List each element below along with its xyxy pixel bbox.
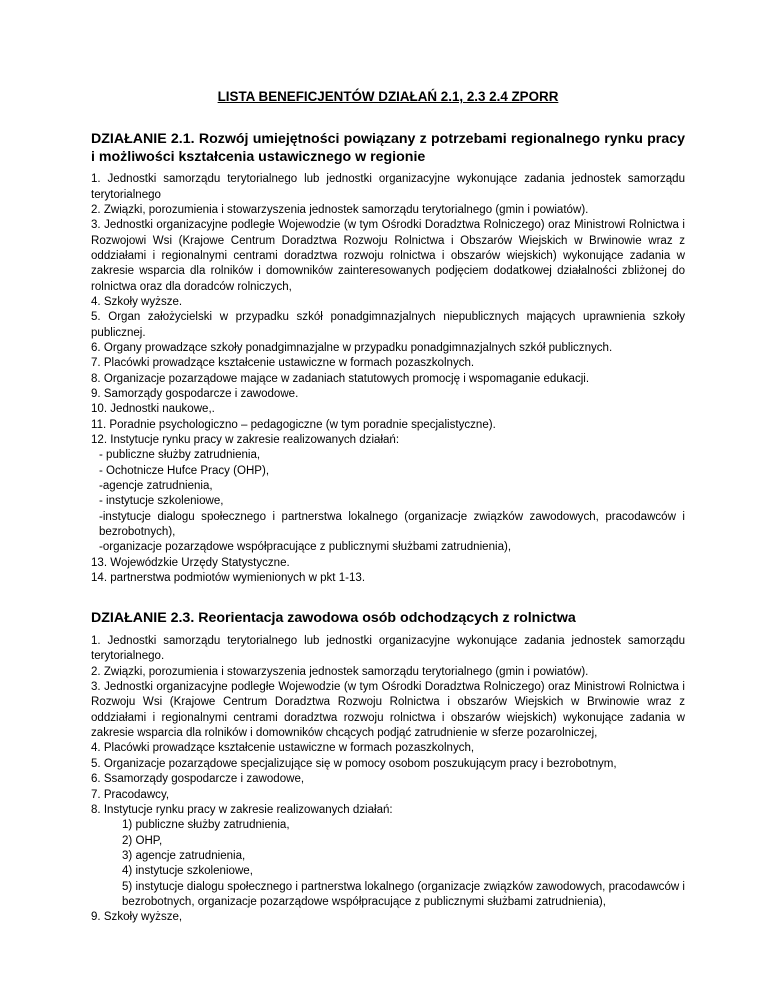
list-item: 13. Wojewódzkie Urzędy Statystyczne. — [91, 556, 290, 569]
list-item: 11. Poradnie psychologiczno – pedagogiczne (w tym poradnie specjalistyczne). — [91, 418, 496, 431]
list-item: 8. Instytucje rynku pracy w zakresie realizowanych działań: — [91, 803, 393, 816]
sub-list-item: 2) OHP, — [122, 834, 163, 847]
sub-list-item: 5) instytucje dialogu społecznego i partnerstwa lokalnego (organizacje związków zawodowych, pracodawców i bezrobotnych, organizacje pozarządowe współpracujące z publicznymi służbami zatrudnienia), — [122, 880, 685, 908]
sub-list-item: 1) publiczne służby zatrudnienia, — [122, 819, 290, 832]
list-item: 5. Organizacje pozarządowe specjalizujące się w pomocy osobom poszukującym pracy i bezrobotnym, — [91, 757, 617, 770]
section-heading: DZIAŁANIE 2.3. Reorientacja zawodowa osób odchodzących z rolnictwa — [91, 610, 576, 627]
sub-list-item: - publiczne służby zatrudnienia, — [99, 449, 261, 462]
list-item: 5. Organ założycielski w przypadku szkół ponadgimnazjalnych niepublicznych mających uprawnienia szkoły publicznej. — [91, 311, 685, 339]
section-action-2-3 — [91, 610, 685, 925]
document-title: LISTA BENEFICJENTÓW DZIAŁAŃ 2.1, 2.3 2.4 ZPORR — [217, 89, 559, 104]
list-item: 8. Organizacje pozarządowe mające w zadaniach statutowych promocję i wspomaganie edukacji. — [91, 372, 590, 385]
sub-list-item: - Ochotnicze Hufce Pracy (OHP), — [99, 464, 270, 477]
list-item: 4. Placówki prowadzące kształcenie ustawiczne w formach pozaszkolnych, — [91, 742, 475, 755]
list-item: 12. Instytucje rynku pracy w zakresie realizowanych działań: — [91, 434, 400, 447]
list-item: 2. Związki, porozumienia i stowarzyszenia jednostek samorządu terytorialnego (gmin i powiatów). — [91, 203, 589, 216]
section-action-2-1 — [91, 131, 685, 586]
list-item: 7. Placówki prowadzące kształcenie ustawiczne w formach pozaszkolnych. — [91, 357, 475, 370]
list-item: 1. Jednostki samorządu terytorialnego lub jednostki organizacyjne wykonujące zadania jednostek samorządu terytorialnego — [91, 173, 685, 201]
list-item: 3. Jednostki organizacyjne podległe Wojewodzie (w tym Ośrodki Doradztwa Rolniczego) oraz Ministrowi Rolnictwa i Rozwoju Wsi (Krajowe Centrum Doradztwa Rozwoju Rolnictwa i obszarów Wiejskich w Brwinowie wraz z oddziałami i regionalnymi centrami doradztwa rozwoju rolnictwa i obszarów wiejskich) wykonujące zadania w zakresie wsparcia dla rolników i domowników chcących podjąć zatrudnienie w sferze pozarolniczej, — [91, 681, 685, 740]
list-item: 9. Szkoły wyższe, — [91, 911, 183, 924]
sub-list-item: -organizacje pozarządowe współpracujące z publicznymi służbami zatrudnienia), — [99, 541, 512, 554]
list-item: 10. Jednostki naukowe,. — [91, 403, 215, 416]
sub-list-item: 4) instytucje szkoleniowe, — [122, 865, 253, 878]
list-item: 14. partnerstwa podmiotów wymienionych w pkt 1-13. — [91, 572, 366, 585]
section-heading: DZIAŁANIE 2.1. Rozwój umiejętności powiązany z potrzebami regionalnego rynku pracy i możliwości kształcenia ustawicznego w regionie — [91, 131, 685, 165]
sub-list-item: -agencje zatrudnienia, — [99, 480, 213, 493]
list-item: 7. Pracodawcy, — [91, 788, 170, 801]
list-item: 4. Szkoły wyższe. — [91, 295, 183, 308]
list-item: 3. Jednostki organizacyjne podległe Wojewodzie (w tym Ośrodki Doradztwa Rolniczego) oraz Ministrowi Rolnictwa i Rozwojowi Wsi (Krajowe Centrum Doradztwa Rozwoju Rolnictwa i Obszarów Wiejskich w Brwinowie wraz z oddziałami i regionalnymi centrami doradztwa rozwoju rolnictwa i obszarów wiejskich) wykonujące zadania w zakresie wsparcia dla rolników i domowników zainteresowanych podjęciem dodatkowej działalności zbliżonej do rolnictwa oraz dla doradców rolniczych, — [91, 219, 685, 293]
list-item: 6. Organy prowadzące szkoły ponadgimnazjalne w przypadku ponadgimnazjalnych szkół publicznych. — [91, 341, 613, 354]
list-item: 1. Jednostki samorządu terytorialnego lub jednostki organizacyjne wykonujące zadania jednostek samorządu terytorialnego. — [91, 635, 685, 663]
sub-list-item: 3) agencje zatrudnienia, — [122, 849, 246, 862]
list-item: 6. Ssamorządy gospodarcze i zawodowe, — [91, 773, 305, 786]
list-item: 9. Samorządy gospodarcze i zawodowe. — [91, 388, 299, 400]
sub-list-item: - instytucje szkoleniowe, — [99, 495, 224, 508]
list-item: 2. Związki, porozumienia i stowarzyszenia jednostek samorządu terytorialnego (gmin i powiatów). — [91, 665, 589, 678]
document-page — [91, 89, 685, 950]
sub-list-item: -instytucje dialogu społecznego i partnerstwa lokalnego (organizacje związków zawodowych, pracodawców i bezrobotnych), — [99, 510, 685, 539]
